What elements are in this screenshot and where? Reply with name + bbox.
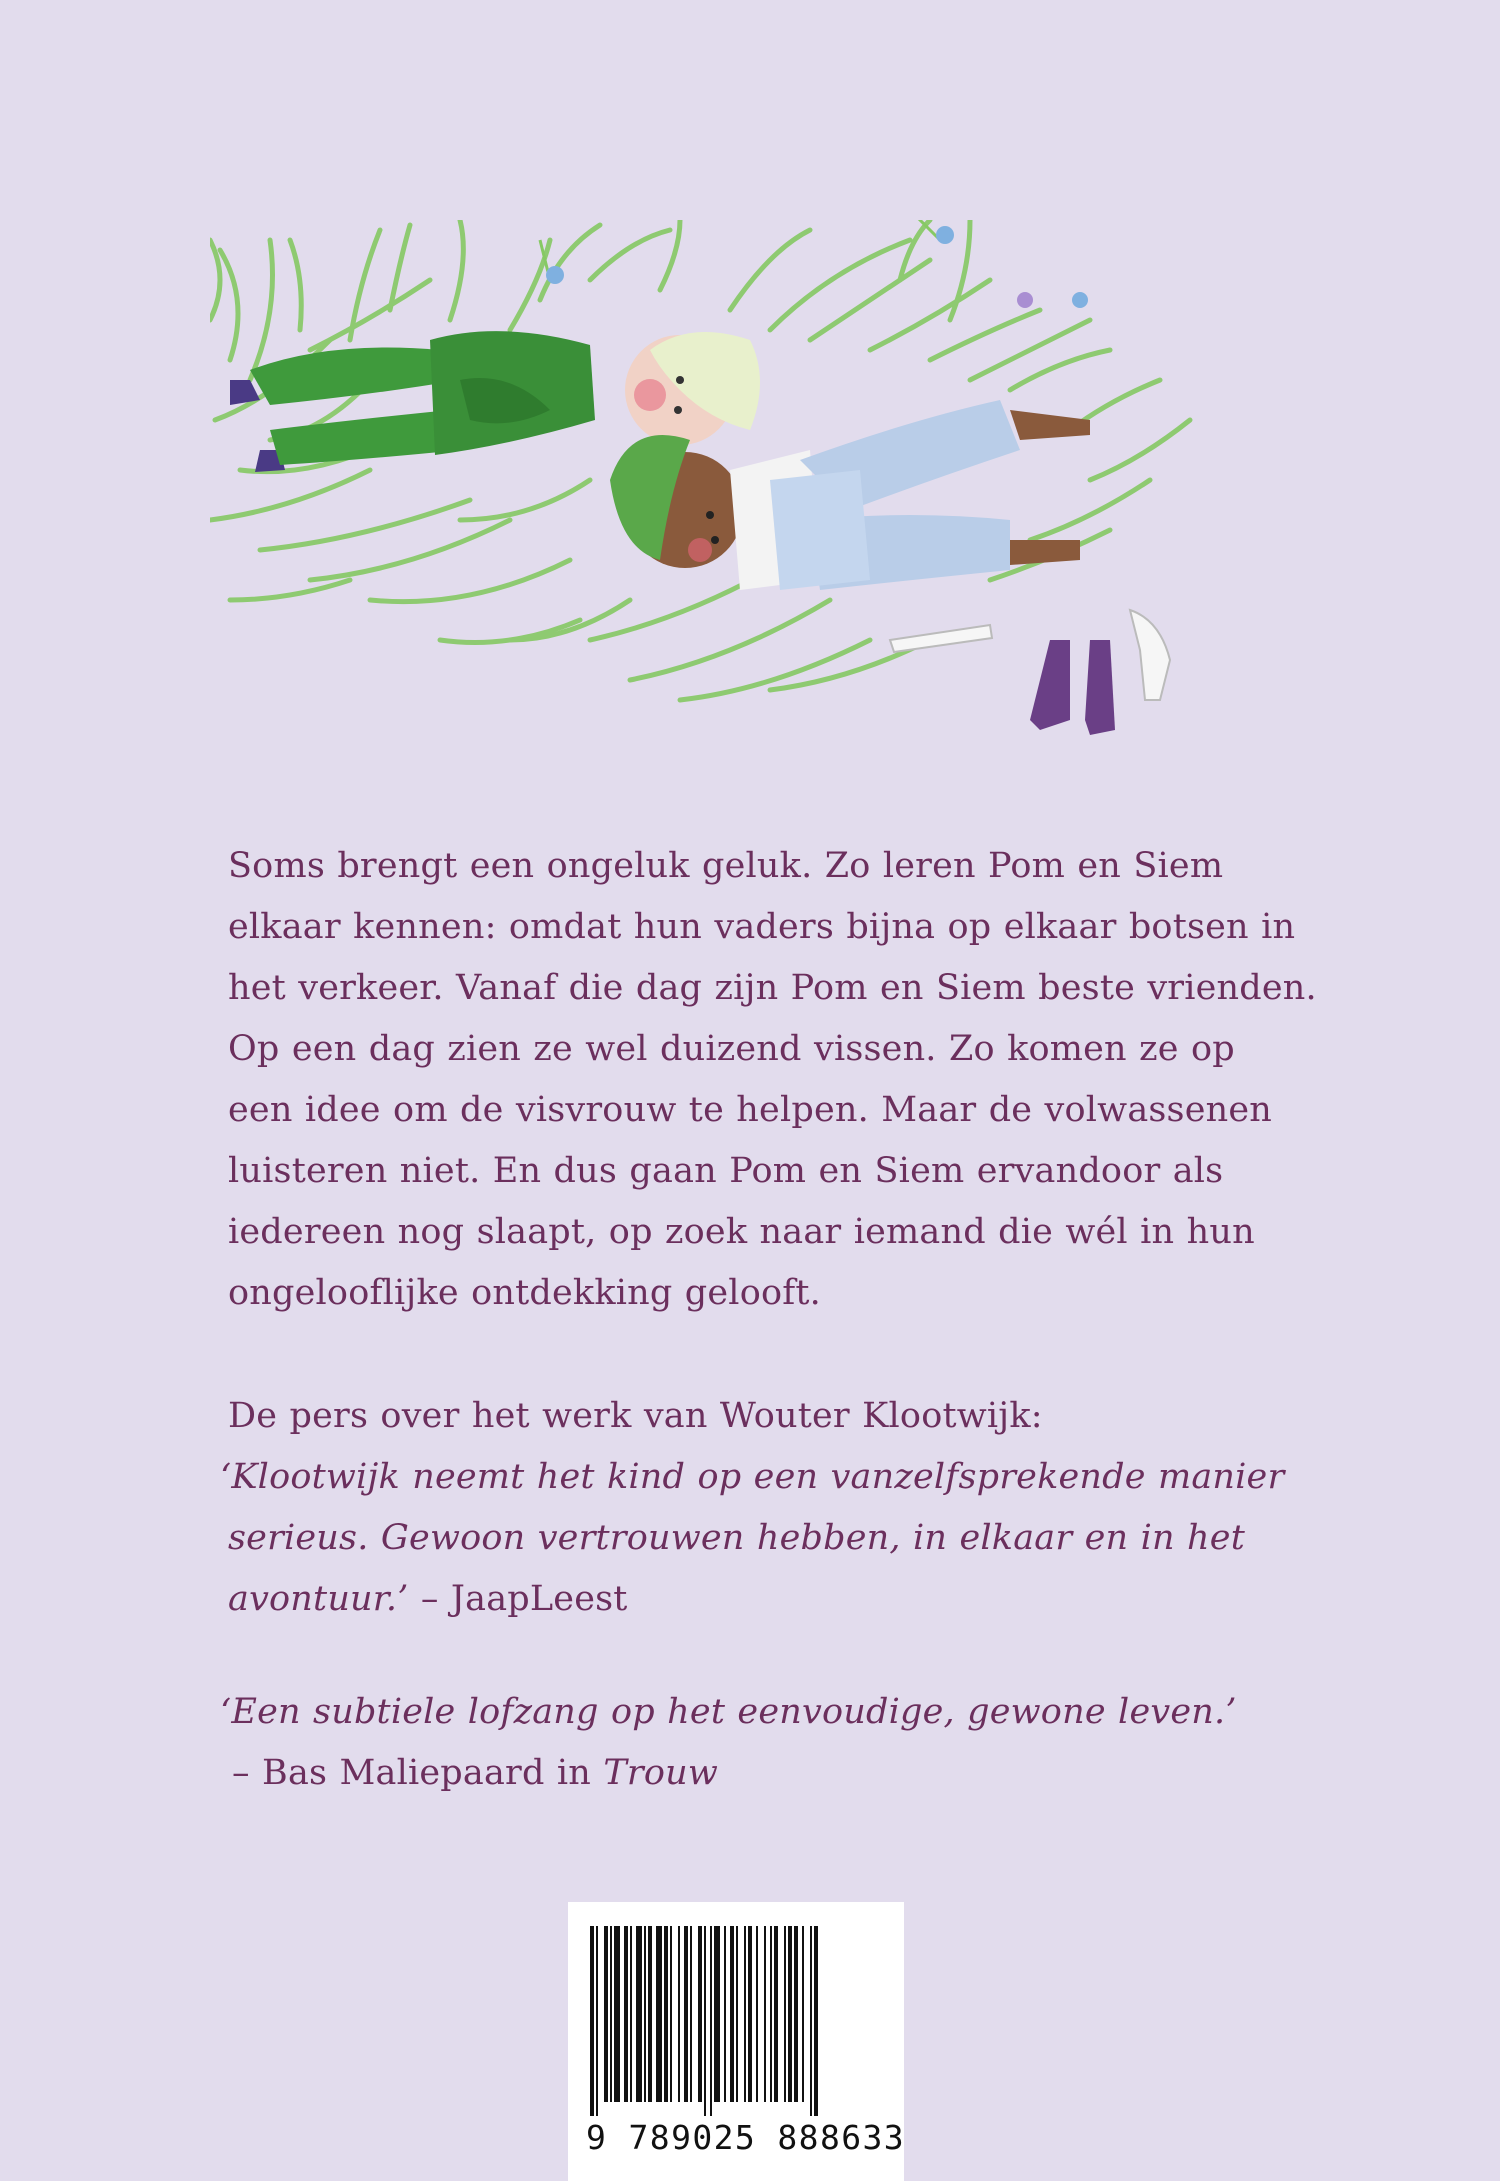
barcode-bar xyxy=(690,1926,692,2102)
barcode-bar xyxy=(684,1926,688,2102)
barcode-bar xyxy=(802,1926,804,2102)
quote-1-line-2: serieus. Gewoon vertrouwen hebben, in elkaar en in het xyxy=(228,1518,1245,1558)
barcode-bar xyxy=(814,1926,818,2116)
barcode-bar xyxy=(610,1926,612,2102)
blurb-line: Soms brengt een ongeluk geluk. Zo leren Pom en Siem xyxy=(228,846,1224,886)
blurb-line: elkaar kennen: omdat hun vaders bijna op elkaar botsen in xyxy=(228,907,1296,947)
barcode-bar xyxy=(764,1926,766,2102)
barcode-bar xyxy=(770,1926,772,2102)
barcode-bar xyxy=(670,1926,672,2102)
barcode-bar xyxy=(736,1926,738,2102)
barcode-bar xyxy=(656,1926,662,2102)
barcode-bar xyxy=(604,1926,608,2102)
quote-2-author: – Bas Maliepaard in xyxy=(232,1753,604,1793)
quote-1-line-1: ‘Klootwijk neemt het kind op een vanzelfsprekende manier xyxy=(220,1457,1285,1497)
barcode-bar xyxy=(648,1926,652,2102)
press-quotes xyxy=(220,1386,1285,1804)
barcode-bar xyxy=(710,1926,712,2116)
blurb-text xyxy=(228,836,1317,1324)
barcode-bar xyxy=(644,1926,646,2102)
quote-2-publication: Trouw xyxy=(603,1753,719,1793)
barcode-bar xyxy=(590,1926,594,2116)
barcode-bar xyxy=(614,1926,620,2102)
quote-gap xyxy=(220,1630,1260,1682)
barcode-bar xyxy=(664,1926,668,2102)
barcode-bar xyxy=(748,1926,752,2102)
blurb-line: Op een dag zien ze wel duizend vissen. Zo komen ze op xyxy=(228,1029,1235,1069)
quote-1-source: – JaapLeest xyxy=(408,1579,628,1619)
barcode-bar xyxy=(774,1926,778,2102)
barcode-bar xyxy=(724,1926,726,2102)
isbn-number: 9 789025 888633 xyxy=(586,2118,906,2157)
quote-1-line-3 xyxy=(220,1569,1260,1630)
blurb-line: luisteren niet. En dus gaan Pom en Siem ervandoor als xyxy=(228,1151,1224,1191)
press-intro: De pers over het werk van Wouter Klootwijk: xyxy=(228,1396,1043,1436)
barcode-bar xyxy=(784,1926,786,2102)
blurb-line: ongelooflijke ontdekking gelooft. xyxy=(228,1273,821,1313)
socks-and-boots xyxy=(890,610,1170,735)
barcode-bar xyxy=(636,1926,642,2102)
barcode-bar xyxy=(730,1926,734,2102)
barcode-bar xyxy=(698,1926,702,2102)
blurb-line: het verkeer. Vanaf die dag zijn Pom en Siem beste vrienden. xyxy=(228,968,1317,1008)
barcode-bar xyxy=(630,1926,632,2102)
children-in-grass-illustration xyxy=(210,220,1210,760)
barcode-bar xyxy=(794,1926,798,2102)
barcode-box xyxy=(568,1902,904,2181)
blurb-line: een idee om de visvrouw te helpen. Maar de volwassenen xyxy=(228,1090,1273,1130)
barcode-bar xyxy=(756,1926,758,2102)
barcode-bar xyxy=(788,1926,792,2102)
barcode-bar xyxy=(810,1926,812,2116)
barcode-bar xyxy=(678,1926,680,2102)
barcode-bar xyxy=(624,1926,628,2102)
barcode-bar xyxy=(744,1926,746,2102)
quote-2-attribution xyxy=(220,1743,1260,1804)
barcode-bar xyxy=(714,1926,720,2102)
quote-2-text: ‘Een subtiele lofzang op het eenvoudige, gewone leven.’ xyxy=(220,1692,1237,1732)
barcode-bar xyxy=(596,1926,598,2116)
blurb-line: iedereen nog slaapt, op zoek naar iemand die wél in hun xyxy=(228,1212,1255,1252)
quote-1-line-3-text: avontuur.’ xyxy=(228,1579,409,1619)
barcode-bar xyxy=(704,1926,706,2116)
barcode-icon xyxy=(590,1926,882,2116)
